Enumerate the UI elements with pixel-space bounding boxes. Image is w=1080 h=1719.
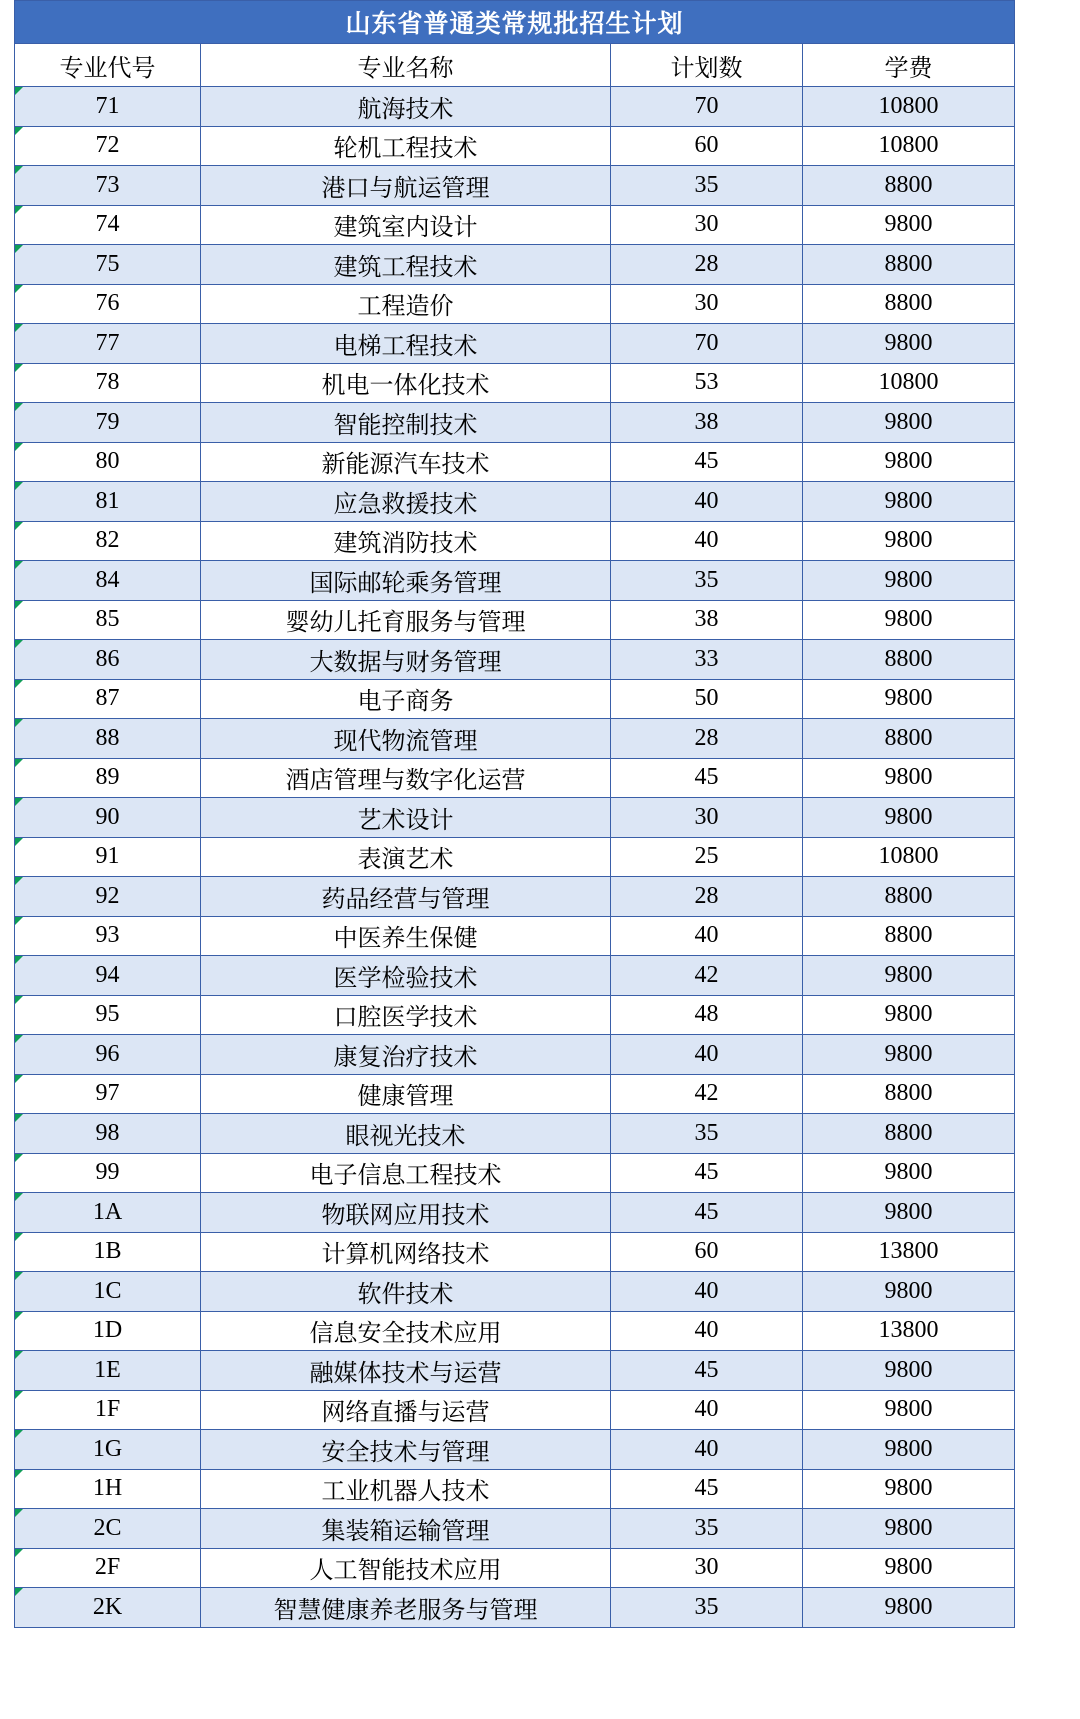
table-row xyxy=(15,916,1015,956)
cell-major-name: 电子商务 xyxy=(201,679,611,719)
cell-tuition-fee: 9800 xyxy=(803,521,1015,561)
cell-major-code: 90 xyxy=(15,798,201,838)
cell-major-name: 医学检验技术 xyxy=(201,956,611,996)
cell-tuition-fee: 10800 xyxy=(803,837,1015,877)
cell-major-code: 93 xyxy=(15,916,201,956)
cell-error-marker-icon xyxy=(15,601,23,609)
cell-error-marker-icon xyxy=(15,1154,23,1162)
cell-tuition-fee: 9800 xyxy=(803,403,1015,443)
cell-error-marker-icon xyxy=(15,403,23,411)
cell-plan-count: 53 xyxy=(611,363,803,403)
cell-tuition-fee: 9800 xyxy=(803,758,1015,798)
cell-major-code: 96 xyxy=(15,1035,201,1075)
cell-plan-count: 40 xyxy=(611,1430,803,1470)
cell-tuition-fee: 9800 xyxy=(803,1351,1015,1391)
cell-error-marker-icon xyxy=(15,1430,23,1438)
cell-major-code: 87 xyxy=(15,679,201,719)
table-row xyxy=(15,1430,1015,1470)
cell-plan-count: 38 xyxy=(611,403,803,443)
cell-plan-count: 30 xyxy=(611,1548,803,1588)
column-header-code: 专业代号 xyxy=(15,44,201,87)
page-title: 山东省普通类常规批招生计划 xyxy=(15,1,1015,44)
cell-error-marker-icon xyxy=(15,838,23,846)
cell-error-marker-icon xyxy=(15,640,23,648)
table-row xyxy=(15,561,1015,601)
cell-error-marker-icon xyxy=(15,877,23,885)
table-row xyxy=(15,166,1015,206)
cell-error-marker-icon xyxy=(15,1351,23,1359)
cell-plan-count: 45 xyxy=(611,1153,803,1193)
cell-error-marker-icon xyxy=(15,324,23,332)
cell-tuition-fee: 9800 xyxy=(803,1430,1015,1470)
cell-major-code: 88 xyxy=(15,719,201,759)
cell-tuition-fee: 8800 xyxy=(803,284,1015,324)
table-row xyxy=(15,442,1015,482)
cell-plan-count: 30 xyxy=(611,284,803,324)
cell-tuition-fee: 9800 xyxy=(803,798,1015,838)
cell-error-marker-icon xyxy=(15,956,23,964)
cell-major-name: 融媒体技术与运营 xyxy=(201,1351,611,1391)
cell-error-marker-icon xyxy=(15,1114,23,1122)
cell-major-code: 75 xyxy=(15,245,201,285)
cell-tuition-fee: 9800 xyxy=(803,1469,1015,1509)
cell-major-code: 82 xyxy=(15,521,201,561)
table-row xyxy=(15,245,1015,285)
cell-tuition-fee: 9800 xyxy=(803,1548,1015,1588)
cell-major-name: 建筑消防技术 xyxy=(201,521,611,561)
cell-error-marker-icon xyxy=(15,996,23,1004)
cell-error-marker-icon xyxy=(15,245,23,253)
cell-error-marker-icon xyxy=(15,798,23,806)
cell-major-name: 网络直播与运营 xyxy=(201,1390,611,1430)
cell-plan-count: 35 xyxy=(611,1588,803,1628)
cell-major-name: 中医养生保健 xyxy=(201,916,611,956)
cell-major-name: 口腔医学技术 xyxy=(201,995,611,1035)
table-row xyxy=(15,995,1015,1035)
cell-major-name: 航海技术 xyxy=(201,87,611,127)
cell-major-name: 人工智能技术应用 xyxy=(201,1548,611,1588)
cell-error-marker-icon xyxy=(15,1193,23,1201)
cell-major-code: 74 xyxy=(15,205,201,245)
cell-plan-count: 28 xyxy=(611,245,803,285)
cell-major-name: 软件技术 xyxy=(201,1272,611,1312)
cell-tuition-fee: 9800 xyxy=(803,679,1015,719)
table-body xyxy=(15,1,1015,1628)
cell-plan-count: 40 xyxy=(611,1272,803,1312)
cell-major-code: 81 xyxy=(15,482,201,522)
cell-major-name: 应急救援技术 xyxy=(201,482,611,522)
cell-major-name: 健康管理 xyxy=(201,1074,611,1114)
cell-error-marker-icon xyxy=(15,561,23,569)
table-row xyxy=(15,324,1015,364)
table-row xyxy=(15,1390,1015,1430)
cell-plan-count: 25 xyxy=(611,837,803,877)
cell-major-name: 智能控制技术 xyxy=(201,403,611,443)
cell-plan-count: 50 xyxy=(611,679,803,719)
cell-plan-count: 30 xyxy=(611,205,803,245)
table-row xyxy=(15,1272,1015,1312)
cell-tuition-fee: 9800 xyxy=(803,482,1015,522)
cell-major-code: 78 xyxy=(15,363,201,403)
cell-plan-count: 45 xyxy=(611,758,803,798)
table-row xyxy=(15,1074,1015,1114)
table-row xyxy=(15,284,1015,324)
cell-tuition-fee: 8800 xyxy=(803,245,1015,285)
table-row xyxy=(15,1232,1015,1272)
cell-plan-count: 60 xyxy=(611,126,803,166)
cell-major-name: 工程造价 xyxy=(201,284,611,324)
table-row xyxy=(15,877,1015,917)
table-row xyxy=(15,640,1015,680)
cell-major-name: 物联网应用技术 xyxy=(201,1193,611,1233)
cell-plan-count: 48 xyxy=(611,995,803,1035)
cell-tuition-fee: 10800 xyxy=(803,363,1015,403)
cell-tuition-fee: 10800 xyxy=(803,87,1015,127)
cell-plan-count: 35 xyxy=(611,166,803,206)
cell-error-marker-icon xyxy=(15,1233,23,1241)
cell-tuition-fee: 9800 xyxy=(803,1153,1015,1193)
cell-major-code: 1C xyxy=(15,1272,201,1312)
cell-error-marker-icon xyxy=(15,443,23,451)
cell-major-code: 95 xyxy=(15,995,201,1035)
cell-major-name: 电梯工程技术 xyxy=(201,324,611,364)
cell-tuition-fee: 8800 xyxy=(803,877,1015,917)
cell-error-marker-icon xyxy=(15,917,23,925)
cell-plan-count: 35 xyxy=(611,561,803,601)
cell-major-code: 2C xyxy=(15,1509,201,1549)
cell-error-marker-icon xyxy=(15,206,23,214)
cell-tuition-fee: 9800 xyxy=(803,1272,1015,1312)
cell-major-name: 建筑工程技术 xyxy=(201,245,611,285)
cell-error-marker-icon xyxy=(15,1312,23,1320)
cell-tuition-fee: 8800 xyxy=(803,1114,1015,1154)
cell-major-name: 康复治疗技术 xyxy=(201,1035,611,1075)
cell-plan-count: 38 xyxy=(611,600,803,640)
cell-major-code: 91 xyxy=(15,837,201,877)
cell-major-code: 86 xyxy=(15,640,201,680)
cell-major-code: 89 xyxy=(15,758,201,798)
cell-plan-count: 40 xyxy=(611,916,803,956)
cell-major-name: 工业机器人技术 xyxy=(201,1469,611,1509)
cell-major-code: 85 xyxy=(15,600,201,640)
cell-plan-count: 70 xyxy=(611,87,803,127)
cell-major-code: 1A xyxy=(15,1193,201,1233)
cell-major-name: 计算机网络技术 xyxy=(201,1232,611,1272)
cell-error-marker-icon xyxy=(15,1549,23,1557)
table-row xyxy=(15,1311,1015,1351)
cell-major-code: 71 xyxy=(15,87,201,127)
cell-major-code: 76 xyxy=(15,284,201,324)
cell-plan-count: 28 xyxy=(611,877,803,917)
cell-error-marker-icon xyxy=(15,482,23,490)
cell-tuition-fee: 9800 xyxy=(803,1390,1015,1430)
cell-plan-count: 35 xyxy=(611,1114,803,1154)
table-row xyxy=(15,1153,1015,1193)
cell-error-marker-icon xyxy=(15,166,23,174)
cell-major-name: 国际邮轮乘务管理 xyxy=(201,561,611,601)
table-row xyxy=(15,363,1015,403)
table-row xyxy=(15,1548,1015,1588)
table-row xyxy=(15,205,1015,245)
cell-error-marker-icon xyxy=(15,719,23,727)
cell-major-name: 智慧健康养老服务与管理 xyxy=(201,1588,611,1628)
table-row xyxy=(15,1509,1015,1549)
cell-error-marker-icon xyxy=(15,1391,23,1399)
cell-tuition-fee: 8800 xyxy=(803,166,1015,206)
table-row xyxy=(15,1035,1015,1075)
table-row xyxy=(15,1114,1015,1154)
cell-major-code: 1H xyxy=(15,1469,201,1509)
cell-major-name: 药品经营与管理 xyxy=(201,877,611,917)
cell-major-code: 84 xyxy=(15,561,201,601)
table-row xyxy=(15,1469,1015,1509)
cell-tuition-fee: 9800 xyxy=(803,1588,1015,1628)
table-title-row xyxy=(15,1,1015,44)
cell-major-code: 99 xyxy=(15,1153,201,1193)
cell-tuition-fee: 13800 xyxy=(803,1232,1015,1272)
cell-error-marker-icon xyxy=(15,522,23,530)
cell-tuition-fee: 9800 xyxy=(803,1193,1015,1233)
table-row xyxy=(15,600,1015,640)
cell-tuition-fee: 9800 xyxy=(803,324,1015,364)
cell-major-code: 1G xyxy=(15,1430,201,1470)
cell-error-marker-icon xyxy=(15,1470,23,1478)
cell-major-code: 98 xyxy=(15,1114,201,1154)
cell-plan-count: 40 xyxy=(611,521,803,561)
cell-plan-count: 45 xyxy=(611,442,803,482)
cell-error-marker-icon xyxy=(15,680,23,688)
table-row xyxy=(15,1351,1015,1391)
cell-error-marker-icon xyxy=(15,1075,23,1083)
cell-major-name: 艺术设计 xyxy=(201,798,611,838)
cell-plan-count: 33 xyxy=(611,640,803,680)
cell-major-code: 97 xyxy=(15,1074,201,1114)
cell-major-name: 眼视光技术 xyxy=(201,1114,611,1154)
cell-major-name: 安全技术与管理 xyxy=(201,1430,611,1470)
table-row xyxy=(15,126,1015,166)
cell-tuition-fee: 13800 xyxy=(803,1311,1015,1351)
cell-tuition-fee: 8800 xyxy=(803,719,1015,759)
column-header-plan: 计划数 xyxy=(611,44,803,87)
cell-major-name: 建筑室内设计 xyxy=(201,205,611,245)
cell-major-code: 1F xyxy=(15,1390,201,1430)
table-row xyxy=(15,482,1015,522)
cell-major-name: 港口与航运管理 xyxy=(201,166,611,206)
cell-tuition-fee: 9800 xyxy=(803,442,1015,482)
table-header-row xyxy=(15,44,1015,87)
cell-tuition-fee: 9800 xyxy=(803,956,1015,996)
cell-major-code: 72 xyxy=(15,126,201,166)
cell-error-marker-icon xyxy=(15,1035,23,1043)
cell-tuition-fee: 8800 xyxy=(803,640,1015,680)
table-row xyxy=(15,1588,1015,1628)
cell-plan-count: 40 xyxy=(611,1390,803,1430)
cell-major-code: 73 xyxy=(15,166,201,206)
cell-plan-count: 42 xyxy=(611,956,803,996)
table-row xyxy=(15,837,1015,877)
cell-major-name: 机电一体化技术 xyxy=(201,363,611,403)
cell-tuition-fee: 9800 xyxy=(803,995,1015,1035)
cell-plan-count: 45 xyxy=(611,1193,803,1233)
table-row xyxy=(15,87,1015,127)
column-header-fee: 学费 xyxy=(803,44,1015,87)
cell-error-marker-icon xyxy=(15,364,23,372)
cell-plan-count: 35 xyxy=(611,1509,803,1549)
table-row xyxy=(15,679,1015,719)
cell-major-name: 表演艺术 xyxy=(201,837,611,877)
table-row xyxy=(15,798,1015,838)
cell-major-name: 集装箱运输管理 xyxy=(201,1509,611,1549)
cell-major-code: 79 xyxy=(15,403,201,443)
cell-major-code: 94 xyxy=(15,956,201,996)
table-row xyxy=(15,1193,1015,1233)
cell-tuition-fee: 9800 xyxy=(803,1035,1015,1075)
cell-error-marker-icon xyxy=(15,87,23,95)
cell-tuition-fee: 10800 xyxy=(803,126,1015,166)
table-row xyxy=(15,758,1015,798)
cell-major-name: 电子信息工程技术 xyxy=(201,1153,611,1193)
cell-plan-count: 30 xyxy=(611,798,803,838)
cell-plan-count: 42 xyxy=(611,1074,803,1114)
cell-tuition-fee: 8800 xyxy=(803,916,1015,956)
cell-plan-count: 45 xyxy=(611,1469,803,1509)
cell-error-marker-icon xyxy=(15,1588,23,1596)
cell-major-name: 婴幼儿托育服务与管理 xyxy=(201,600,611,640)
cell-tuition-fee: 9800 xyxy=(803,1509,1015,1549)
cell-major-name: 大数据与财务管理 xyxy=(201,640,611,680)
cell-major-code: 1B xyxy=(15,1232,201,1272)
cell-major-code: 1D xyxy=(15,1311,201,1351)
table-row xyxy=(15,719,1015,759)
cell-tuition-fee: 9800 xyxy=(803,600,1015,640)
cell-major-name: 现代物流管理 xyxy=(201,719,611,759)
cell-major-code: 1E xyxy=(15,1351,201,1391)
cell-plan-count: 40 xyxy=(611,1035,803,1075)
table-row xyxy=(15,956,1015,996)
cell-error-marker-icon xyxy=(15,759,23,767)
table-row xyxy=(15,521,1015,561)
cell-major-name: 新能源汽车技术 xyxy=(201,442,611,482)
cell-error-marker-icon xyxy=(15,285,23,293)
cell-tuition-fee: 8800 xyxy=(803,1074,1015,1114)
cell-error-marker-icon xyxy=(15,1272,23,1280)
cell-tuition-fee: 9800 xyxy=(803,561,1015,601)
cell-plan-count: 28 xyxy=(611,719,803,759)
cell-major-code: 80 xyxy=(15,442,201,482)
cell-major-name: 酒店管理与数字化运营 xyxy=(201,758,611,798)
cell-major-code: 2F xyxy=(15,1548,201,1588)
cell-error-marker-icon xyxy=(15,127,23,135)
cell-tuition-fee: 9800 xyxy=(803,205,1015,245)
admission-plan-table xyxy=(14,0,1015,1628)
cell-major-code: 92 xyxy=(15,877,201,917)
cell-plan-count: 70 xyxy=(611,324,803,364)
cell-major-code: 77 xyxy=(15,324,201,364)
cell-plan-count: 40 xyxy=(611,482,803,522)
column-header-name: 专业名称 xyxy=(201,44,611,87)
cell-plan-count: 45 xyxy=(611,1351,803,1391)
cell-error-marker-icon xyxy=(15,1509,23,1517)
cell-plan-count: 60 xyxy=(611,1232,803,1272)
table-row xyxy=(15,403,1015,443)
cell-major-name: 轮机工程技术 xyxy=(201,126,611,166)
cell-major-code: 2K xyxy=(15,1588,201,1628)
cell-major-name: 信息安全技术应用 xyxy=(201,1311,611,1351)
cell-plan-count: 40 xyxy=(611,1311,803,1351)
